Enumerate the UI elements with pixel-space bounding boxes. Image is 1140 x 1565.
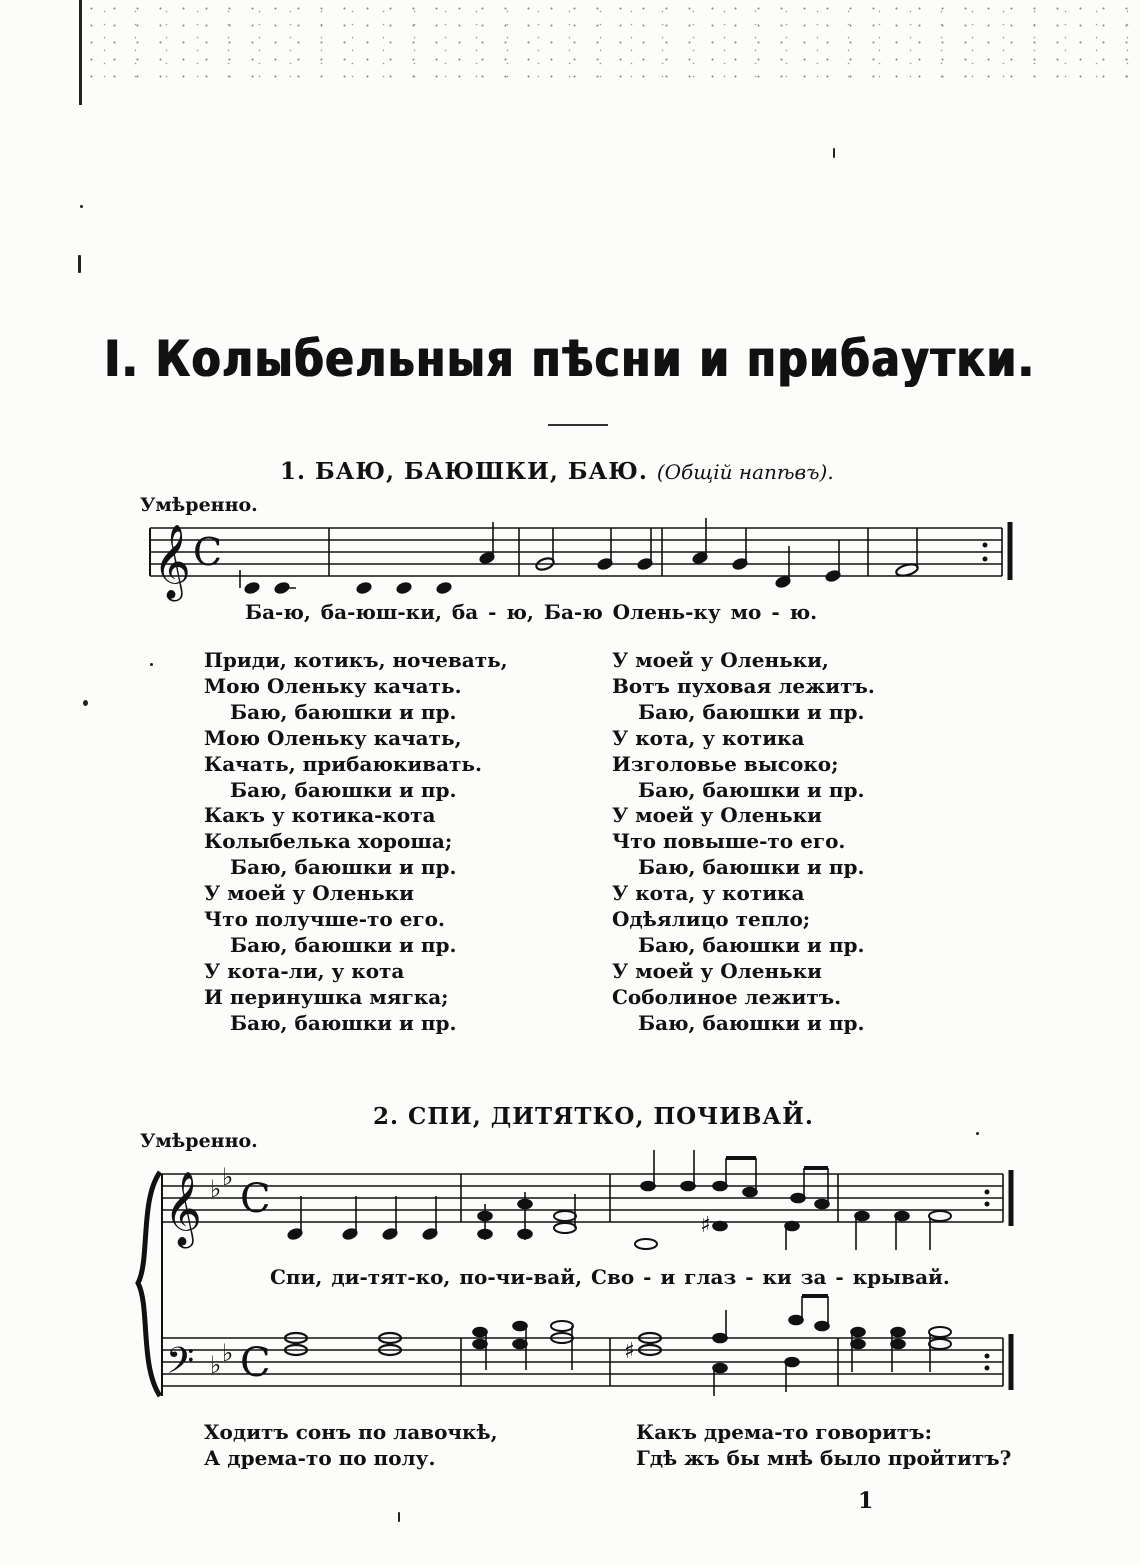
song-1-number-title: 1. БАЮ, БАЮШКИ, БАЮ.	[280, 458, 648, 485]
song-1-lyric: Ба-ю, ба-юш-ки, ба - ю, Ба-ю Олень-ку мо - ю.	[245, 600, 818, 624]
verse-line: Баю, баюшки и пр.	[230, 932, 457, 957]
verse-line: Что получше-то его.	[204, 907, 445, 932]
verse-line: Баю, баюшки и пр.	[230, 1010, 457, 1035]
verse-line: Изголовье высоко;	[612, 751, 839, 776]
svg-text:♯: ♯	[700, 1213, 711, 1238]
verse-line: Баю, баюшки и пр.	[230, 699, 457, 724]
song-2-tempo: Умѣренно.	[140, 1130, 258, 1152]
verse-line: Что повыше-то его.	[612, 829, 846, 854]
verse-line: Мою Оленьку качать,	[204, 725, 462, 750]
flat-icon: ♭	[210, 1351, 222, 1379]
common-time-icon: C	[193, 530, 223, 574]
flat-icon: ♭	[222, 1163, 234, 1191]
verse-line: Качать, прибаюкивать.	[204, 751, 482, 776]
flat-icon: ♭	[222, 1339, 234, 1367]
bass-clef-icon: 𝄢	[166, 1340, 195, 1391]
verse-line: У кота-ли, у кота	[204, 958, 405, 983]
verse-line: Колыбелька хороша;	[204, 829, 453, 854]
verse-line: Баю, баюшки и пр.	[638, 699, 865, 724]
svg-text:♯: ♯	[624, 1339, 635, 1364]
verse-line: Какъ у котика-кота	[204, 803, 436, 828]
verse-line: Гдѣ жъ бы мнѣ было пройтитъ?	[636, 1445, 1012, 1470]
common-time-icon: C	[240, 1340, 271, 1386]
song-1-staff	[150, 522, 1010, 580]
verse-line: Какъ дрема-то говоритъ:	[636, 1420, 933, 1444]
song-1-verses-right	[612, 648, 875, 1037]
song-2-lyric: Спи, ди-тят-ко, по-чи-вай, Сво - и глаз - ки за - крывай.	[270, 1265, 950, 1289]
verse-line: И перинушка мягка;	[204, 984, 449, 1009]
verse-line: У моей у Оленьки	[204, 881, 414, 906]
verse-line: Баю, баюшки и пр.	[638, 932, 865, 957]
verse-line: Баю, баюшки и пр.	[230, 855, 457, 880]
song-2-title: 2. СПИ, ДИТЯТКО, ПОЧИВАЙ.	[373, 1103, 814, 1130]
flat-icon: ♭	[210, 1175, 222, 1203]
song-1-tempo: Умѣренно.	[140, 494, 258, 516]
page-number: 1	[858, 1488, 874, 1514]
section-title: I. Колыбельныя пѣсни и прибаутки.	[104, 330, 1036, 388]
system-brace-icon	[138, 1172, 160, 1396]
verse-line: У моей у Оленьки	[612, 803, 822, 828]
verse-line: У моей у Оленьки	[612, 958, 822, 983]
verse-line: Баю, баюшки и пр.	[638, 777, 865, 802]
song-1-note: (Общій напѣвъ).	[656, 460, 834, 484]
song-1-verses-left	[204, 648, 508, 1037]
verse-line: У моей у Оленьки,	[612, 648, 829, 672]
verse-line: У кота, у котика	[612, 725, 805, 750]
song-2-bass-notes	[285, 1296, 951, 1396]
song-2-verses-left	[204, 1420, 498, 1472]
verse-line: Одѣялицо тепло;	[612, 907, 811, 932]
verse-line: Приди, котикъ, ночевать,	[204, 648, 508, 672]
verse-line: Соболиное лежитъ.	[612, 984, 842, 1009]
verse-line: Баю, баюшки и пр.	[230, 777, 457, 802]
treble-clef-icon: 𝄞	[164, 1172, 202, 1246]
treble-clef-icon: 𝄞	[153, 525, 191, 599]
verse-line: У кота, у котика	[612, 881, 805, 906]
verse-line: Баю, баюшки и пр.	[638, 1010, 865, 1035]
verse-line: Мою Оленьку качать.	[204, 673, 462, 698]
song-2-treble-notes	[287, 1150, 951, 1250]
common-time-icon: C	[240, 1176, 271, 1222]
verse-line: А дрема-то по полу.	[204, 1445, 436, 1470]
verse-line: Вотъ пуховая лежитъ.	[612, 673, 875, 698]
song-2-verses-right	[636, 1420, 1011, 1472]
verse-line: Ходитъ сонъ по лавочкѣ,	[204, 1420, 498, 1444]
verse-line: Баю, баюшки и пр.	[638, 855, 865, 880]
